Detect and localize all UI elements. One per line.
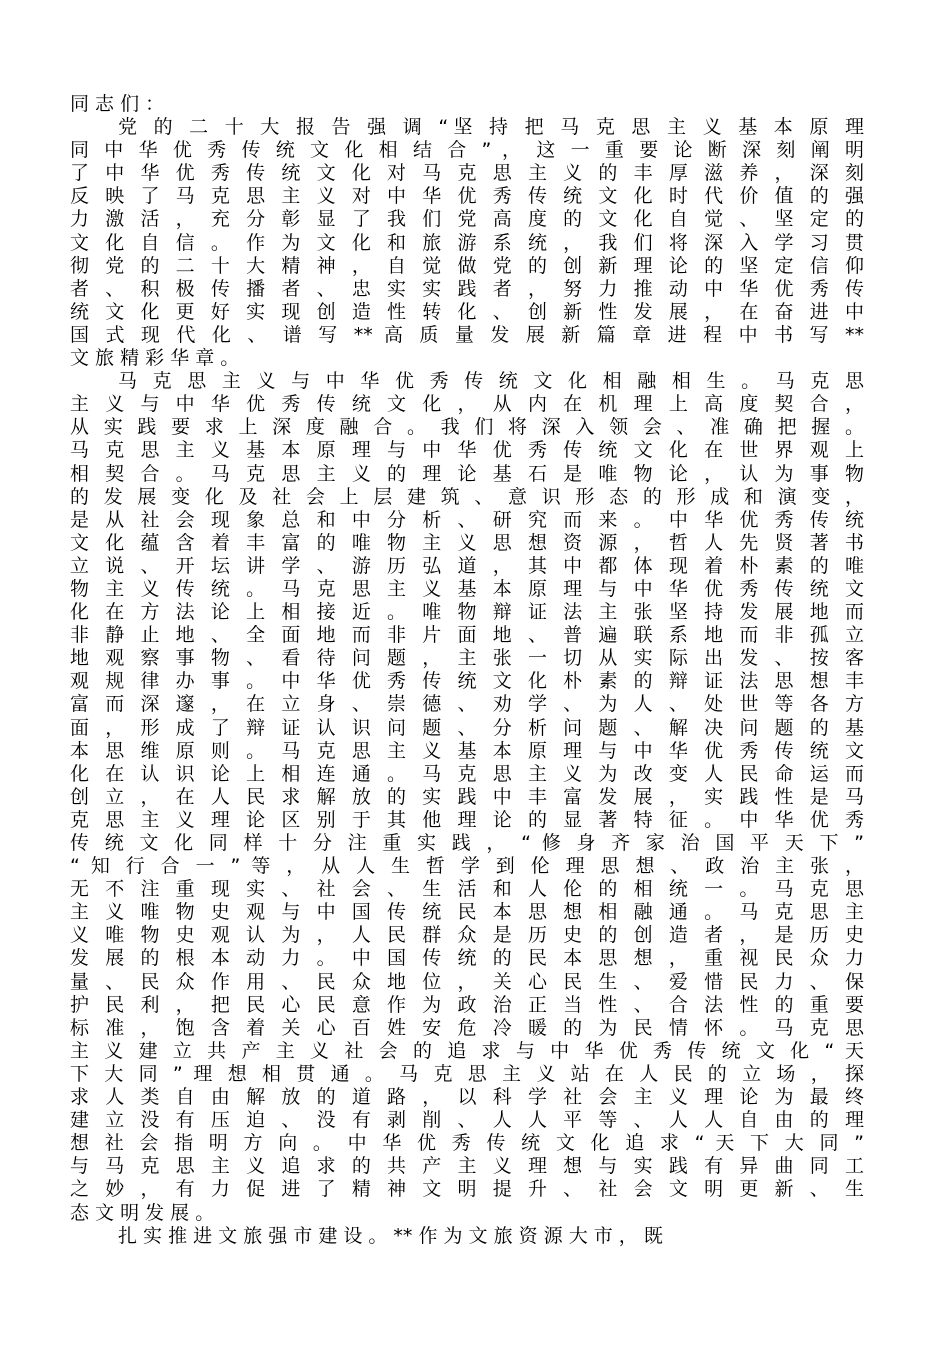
text-line-content: 传 统 文 化 同 样 十 分 注 重 实 践 ， “ 修 身 齐 家 治 国 平 天 下 ” [70,832,864,854]
text-line-content: 化 在 方 法 论 上 相 接 近 。 唯 物 辩 证 法 主 张 坚 持 发 展 地 而 [70,601,864,624]
greeting-line [70,93,864,116]
text-line [70,1225,864,1248]
text-line-content: 态 文 明 发 展 。 [70,1201,215,1224]
text-line [70,278,864,301]
text-line-content: 地 观 察 事 物 、 看 待 问 题 ， 主 张 一 切 从 实 际 出 发 、 按 客 [70,647,864,670]
text-line-content: 之 妙 ， 有 力 促 进 了 精 神 文 明 提 升 、 社 会 文 明 更 新 、 生 [70,1178,864,1201]
text-line [70,301,864,324]
paragraph-list [70,116,864,1248]
text-line-content: 同 中 华 优 秀 传 统 文 化 相 结 合 ” ， 这 一 重 要 论 断 深 刻 阐 明 [70,139,864,162]
text-line-content: 相 契 合 。 马 克 思 主 义 的 理 论 基 石 是 唯 物 论 ， 认 为 事 物 [70,462,864,485]
paragraph [70,370,864,1224]
text-line-content: 文 化 自 信 。 作 为 文 化 和 旅 游 系 统 ， 我 们 将 深 入 学 习 贯 [70,231,864,254]
text-line [70,1086,864,1109]
text-line [70,1178,864,1201]
text-line-content: 本 思 维 原 则 。 马 克 思 主 义 基 本 原 理 与 中 华 优 秀 传 统 文 [70,739,864,762]
text-line [70,1155,864,1178]
text-line [70,1017,864,1040]
text-line-content: 马 克 思 主 义 基 本 原 理 与 中 华 优 秀 传 统 文 化 在 世 界 观 上 [70,439,864,462]
text-line [70,255,864,278]
text-line [70,809,864,832]
text-line [70,139,864,162]
text-line-content: 彻 党 的 二 十 大 精 神 ， 自 觉 做 党 的 创 新 理 论 的 坚 定 信 仰 [70,254,864,277]
text-line [70,1132,864,1155]
text-line [70,717,864,740]
text-line-content: 求 人 类 自 由 解 放 的 道 路 ， 以 科 学 社 会 主 义 理 论 为 最 终 [70,1086,864,1109]
text-line [70,740,864,763]
text-line-content: 下 大 同 ” 理 想 相 贯 通 。 马 克 思 主 义 站 在 人 民 的 立 场 ， 探 [70,1062,864,1085]
text-line-content: 力 激 活 ， 充 分 彰 显 了 我 们 党 高 度 的 文 化 自 觉 、 坚 定 的 [70,208,864,231]
text-line-content: 无 不 注 重 现 实 、 社 会 、 生 活 和 人 伦 的 相 统 一 。 马 克 思 [70,878,864,901]
paragraph [70,116,864,370]
text-line-content: 护 民 利 ， 把 民 心 民 意 作 为 政 治 正 当 性 、 合 法 性 的 重 要 [70,993,864,1016]
text-line-content: 反 映 了 马 克 思 主 义 对 中 华 优 秀 传 统 文 化 时 代 价 值 的 强 [70,185,864,208]
text-line [70,393,864,416]
paragraph [70,1225,864,1248]
text-line-content: “ 知 行 合 一 ” 等 ， 从 人 生 哲 学 到 伦 理 思 想 、 政 治 主 张 ， [70,855,864,878]
text-line [70,532,864,555]
text-line [70,416,864,439]
text-line [70,347,864,370]
text-line-content: 物 主 义 传 统 。 马 克 思 主 义 基 本 原 理 与 中 华 优 秀 传 统 文 [70,577,864,600]
text-line-content: 创 立 ， 在 人 民 求 解 放 的 实 践 中 丰 富 发 展 ， 实 践 性 是 马 [70,785,864,808]
text-line [70,1040,864,1063]
text-line-content: 文 旅 精 彩 华 章 。 [70,347,240,370]
text-line [70,786,864,809]
text-line-content: 标 准 ， 饱 含 着 关 心 百 姓 安 危 冷 暖 的 为 民 情 怀 。 马 克 思 [70,1016,864,1039]
text-line [70,439,864,462]
text-line-content: 建 立 没 有 压 迫 、 没 有 剥 削 、 人 人 平 等 、 人 人 自 由 的 理 [70,1109,864,1132]
text-line [70,624,864,647]
text-line [70,947,864,970]
text-line [70,1109,864,1132]
text-line [70,509,864,532]
text-line [70,647,864,670]
text-line-content: 统 文 化 更 好 实 现 创 造 性 转 化 、 创 新 性 发 展 ， 在 奋 进 中 [70,300,864,323]
text-line-content: 想 社 会 指 明 方 向 。 中 华 优 秀 传 统 文 化 追 求 “ 天 下 大 同 ” [70,1132,864,1155]
text-line [70,208,864,231]
text-line-content: 量 、 民 众 作 用 、 民 众 地 位 ， 关 心 民 生 、 爱 惜 民 力 、 保 [70,970,864,993]
text-line-content: 文 化 蕴 含 着 丰 富 的 唯 物 主 义 思 想 资 源 ， 哲 人 先 贤 著 书 [70,531,864,554]
text-line-content: 党 的 二 十 大 报 告 强 调 “坚 持 把 马 克 思 主 义 基 本 原 理 [118,116,864,139]
text-line [70,463,864,486]
text-line-content: 面 ， 形 成 了 辩 证 认 识 问 题 、 分 析 问 题 、 解 决 问 题 的 基 [70,716,864,739]
text-line-content: 了 中 华 优 秀 传 统 文 化 对 马 克 思 主 义 的 丰 厚 滋 养 ， 深 刻 [70,162,864,185]
text-line [70,370,864,393]
document-body [70,93,864,1248]
text-line [70,1202,864,1225]
text-line [70,578,864,601]
greeting-text: 同 志 们 ： [70,93,165,115]
text-line-content: 从 实 践 要 求 上 深 度 融 合 。 我 们 将 深 入 领 会 、 准 确 把 握 。 [70,416,864,439]
text-line [70,855,864,878]
text-line [70,971,864,994]
text-line-content: 主 义 建 立 共 产 主 义 社 会 的 追 求 与 中 华 优 秀 传 统 文 化 “ 天 [70,1039,864,1062]
text-line-content: 者 、 积 极 传 播 者 、 忠 实 实 践 者 ， 努 力 推 动 中 华 优 秀 传 [70,277,864,300]
text-line [70,324,864,347]
text-line-content: 主 义 唯 物 史 观 与 中 国 传 统 民 本 思 想 相 融 通 。 马 克 思 主 [70,901,864,924]
text-line-content: 扎 实 推 进 文 旅 强 市 建 设 。 ** 作 为 文 旅 资 源 大 市 ， 既 [118,1224,663,1247]
text-line [70,693,864,716]
text-line-content: 克 思 主 义 理 论 区 别 于 其 他 理 论 的 显 著 特 征 。 中 华 优 秀 [70,808,864,831]
text-line-content: 马 克 思 主 义 与 中 华 优 秀 传 统 文 化 相 融 相 生 。 马 克 思 [118,370,864,393]
text-line [70,832,864,855]
text-line [70,185,864,208]
text-line-content: 发 展 的 根 本 动 力 。 中 国 传 统 的 民 本 思 想 ， 重 视 民 众 力 [70,947,864,970]
text-line-content: 主 义 与 中 华 优 秀 传 统 文 化 ， 从 内 在 机 理 上 高 度 契 合 ， [70,393,864,416]
text-line [70,116,864,139]
text-line-content: 是 从 社 会 现 象 总 和 中 分 析 、 研 究 而 来 。 中 华 优 秀 传 统 [70,508,864,531]
text-line [70,162,864,185]
text-line-content: 观 规 律 办 事 。 中 华 优 秀 传 统 文 化 朴 素 的 辩 证 法 思 想 丰 [70,670,864,693]
text-line [70,486,864,509]
text-line [70,670,864,693]
text-line [70,763,864,786]
text-line-content: 立 说 、 开 坛 讲 学 、 游 历 弘 道 ， 其 中 都 体 现 着 朴 素 的 唯 [70,554,864,577]
text-line-content: 国 式 现 代 化 、 谱 写 ** 高 质 量 发 展 新 篇 章 进 程 中 书 写 ** [70,323,864,346]
text-line [70,1063,864,1086]
text-line [70,924,864,947]
text-line [70,232,864,255]
text-line-content: 富 而 深 邃 ， 在 立 身 、 崇 德 、 劝 学 、 为 人 、 处 世 等 各 方 [70,693,864,716]
text-line-content: 化 在 认 识 论 上 相 连 通 。 马 克 思 主 义 为 改 变 人 民 命 运 而 [70,762,864,785]
text-line [70,555,864,578]
text-line-content: 非 静 止 地 、 全 面 地 而 非 片 面 地 、 普 遍 联 系 地 而 非 孤 立 [70,624,864,647]
text-line [70,901,864,924]
text-line [70,994,864,1017]
text-line-content: 义 唯 物 史 观 认 为 ， 人 民 群 众 是 历 史 的 创 造 者 ， 是 历 史 [70,924,864,947]
text-line [70,878,864,901]
text-line [70,601,864,624]
text-line-content: 的 发 展 变 化 及 社 会 上 层 建 筑 、 意 识 形 态 的 形 成 和 演 变 ， [70,485,864,508]
text-line-content: 与 马 克 思 主 义 追 求 的 共 产 主 义 理 想 与 实 践 有 异 曲 同 工 [70,1155,864,1178]
